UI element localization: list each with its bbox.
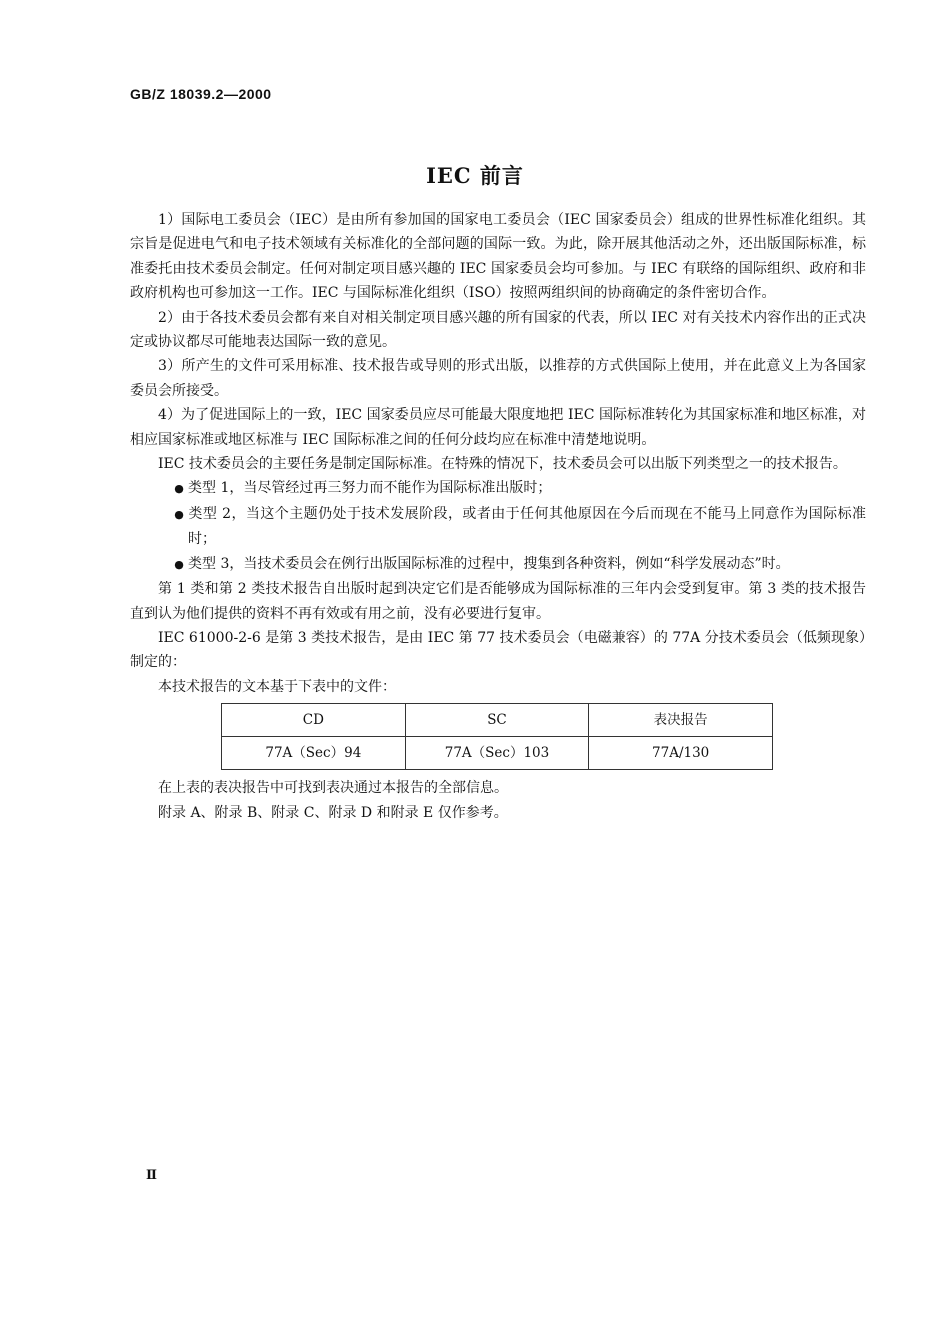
page-number: Ⅱ [146, 1168, 157, 1183]
paragraph-8: 本技术报告的文本基于下表中的文件： [158, 678, 396, 695]
document-table [221, 703, 773, 770]
closing-line-2: 附录 A、附录 B、附录 C、附录 D 和附录 E 仅作参考。 [158, 804, 508, 821]
table-cell: 77A/130 [589, 737, 773, 770]
bullet-text: 类型 2，当这个主题仍处于技术发展阶段，或者由于任何其他原因在今后而现在不能马上同意作为国际标准时； [188, 505, 866, 548]
bullet-text: 类型 1，当尽管经过再三努力而不能作为国际标准出版时； [188, 480, 552, 497]
table-header-cell: SC [405, 704, 589, 737]
paragraph-4: 4）为了促进国际上的一致，IEC 国家委员应尽可能最大限度地把 IEC 国际标准转化为其国家标准和地区标准，对相应国家标准或地区标准与 IEC 国际标准之间的任何分歧均应在标准中清楚地说明。 [130, 407, 866, 448]
bullet-icon: ● [174, 557, 184, 571]
bullet-item-1 [130, 476, 866, 501]
bullet-icon: ● [174, 507, 184, 521]
table-header-row [222, 704, 773, 737]
document-body [130, 208, 866, 825]
paragraph-1: 1）国际电工委员会（IEC）是由所有参加国的国家电工委员会（IEC 国家委员会）组成的世界性标准化组织。其宗旨是促进电气和电子技术领域有关标准化的全部问题的国际一致。为此，除开展其他活动之外，还出版国际标准，标准委托由技术委员会制定。任何对制定项目感兴趣的 IEC 国家委员会均可参加。与 IEC 有联络的国际组织、政府和非政府机构也可参加这一工作。IEC 与国际标准化组织（ISO）按照两组织间的协商确定的条件密切合作。 [130, 212, 866, 302]
table-header-cell: 表决报告 [589, 704, 773, 737]
paragraph-7: IEC 61000-2-6 是第 3 类技术报告，是由 IEC 第 77 技术委员会（电磁兼容）的 77A 分技术委员会（低频现象）制定的： [130, 629, 866, 671]
paragraph-2: 2）由于各技术委员会都有来自对相关制定项目感兴趣的所有国家的代表，所以 IEC 对有关技术内容作出的正式决定或协议都尽可能地表达国际一致的意见。 [130, 309, 866, 351]
bullet-item-2 [130, 502, 866, 552]
paragraph-6: 第 1 类和第 2 类技术报告自出版时起到决定它们是否能够成为国际标准的三年内会受到复审。第 3 类的技术报告直到认为他们提供的资料不再有效或有用之前，没有必要进行复审。 [130, 581, 866, 622]
paragraph-3: 3）所产生的文件可采用标准、技术报告或导则的形式出版，以推荐的方式供国际上使用，并在此意义上为各国家委员会所接受。 [130, 358, 866, 399]
standard-code: GB/Z 18039.2—2000 [130, 86, 272, 102]
table-cell: 77A（Sec）103 [405, 737, 589, 770]
closing-line-1: 在上表的表决报告中可找到表决通过本报告的全部信息。 [158, 780, 508, 797]
table-row [222, 737, 773, 770]
bullet-item-3 [130, 552, 866, 577]
paragraph-5: IEC 技术委员会的主要任务是制定国际标准。在特殊的情况下，技术委员会可以出版下列类型之一的技术报告。 [158, 456, 847, 473]
table-header-cell: CD [222, 704, 406, 737]
table-cell: 77A（Sec）94 [222, 737, 406, 770]
page-title: IEC 前言 [426, 163, 524, 188]
bullet-icon: ● [174, 482, 184, 496]
bullet-text: 类型 3，当技术委员会在例行出版国际标准的过程中，搜集到各种资料，例如“科学发展动态”时。 [188, 555, 790, 572]
